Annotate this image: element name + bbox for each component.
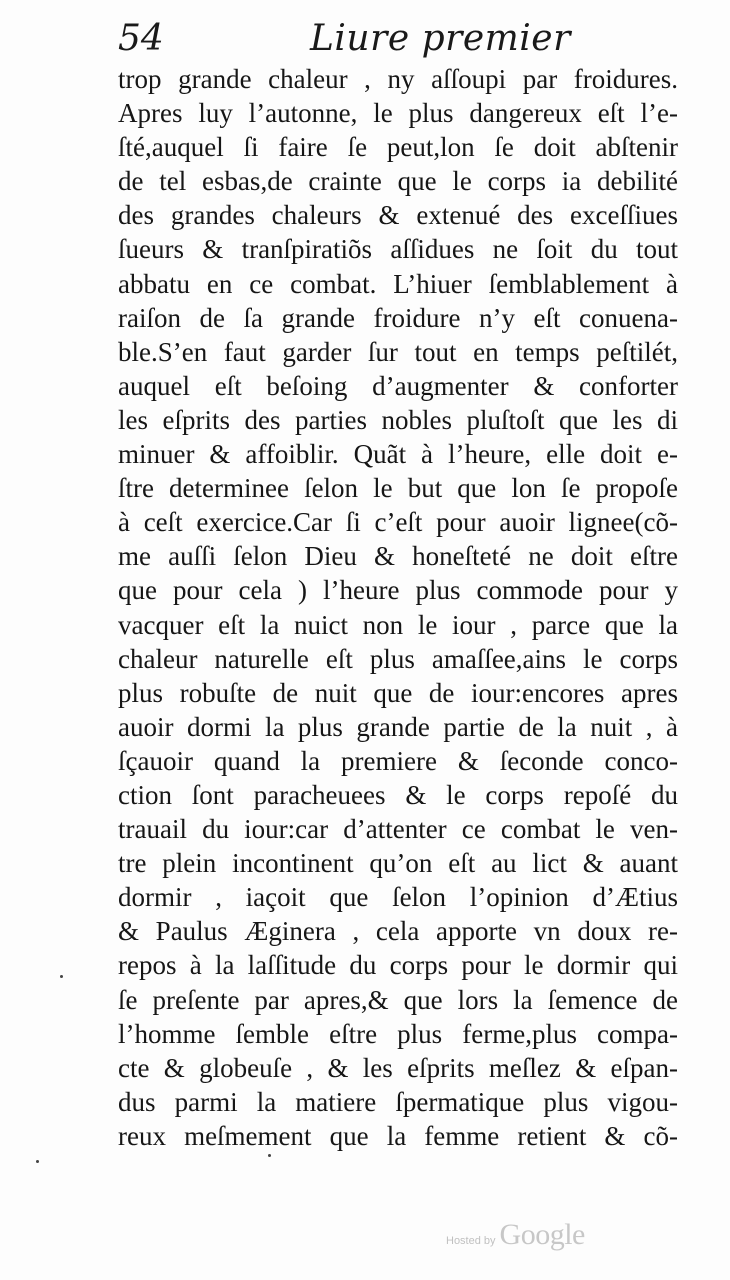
page-number: 54 <box>118 18 164 59</box>
text-line: dormir , iaçoit que ſelon l’opinion d’Ætius <box>118 882 678 913</box>
text-line: me auſſi ſelon Dieu & honeſteté ne doit eſtre <box>118 541 678 572</box>
google-logo: Google <box>499 1218 585 1251</box>
body-text <box>118 62 678 1153</box>
text-line: tre plein incontinent qu’on eſt au lict & auant <box>118 848 678 879</box>
text-line: raiſon de ſa grande froidure n’y eſt conuena- <box>118 302 678 333</box>
text-line: à ceſt exercice.Car ſi c’eſt pour auoir lignee(cõ- <box>118 507 678 538</box>
text-line: que pour cela ) l’heure plus commode pour y <box>118 575 678 606</box>
text-line: abbatu en ce combat. L’hiuer ſemblablement à <box>118 268 678 299</box>
text-line: les eſprits des parties nobles pluſtoſt que les di <box>118 404 678 435</box>
text-line: trauail du iour:car d’attenter ce combat le ven- <box>118 814 678 845</box>
text-line: vacquer eſt la nuict non le iour , parce que la <box>118 609 678 640</box>
watermark-prefix: Hosted by <box>446 1235 496 1247</box>
text-line: plus robuſte de nuit que de iour:encores apres <box>118 677 678 708</box>
text-line: ſueurs & tranſpiratiõs aſſidues ne ſoit du tout <box>118 234 678 265</box>
text-line: auquel eſt beſoing d’augmenter & conforter <box>118 370 678 401</box>
text-line: Apres luy l’autonne, le plus dangereux eſt l’e- <box>118 98 678 129</box>
text-line: trop grande chaleur , ny aſſoupi par froidures. <box>118 64 678 94</box>
text-line: dus parmi la matiere ſpermatique plus vigou- <box>118 1086 678 1117</box>
text-line: minuer & affoiblir. Quãt à l’heure, elle doit e- <box>118 439 678 470</box>
text-line: reux meſmement que la femme retient & cõ- <box>118 1120 678 1151</box>
text-line: ction ſont paracheuees & le corps repoſé du <box>118 779 678 810</box>
text-line: repos à la laſſitude du corps pour le dormir qui <box>118 950 678 981</box>
text-line: de tel esbas,de crainte que le corps ia debilité <box>118 166 678 197</box>
text-line: ſtre determinee ſelon le but que lon ſe propoſe <box>118 473 678 504</box>
ink-speck <box>60 975 63 978</box>
text-line: cte & globeuſe , & les eſprits meſlez & eſpan- <box>118 1052 678 1083</box>
text-line: & Paulus Æginera , cela apporte vn doux re- <box>118 916 678 947</box>
text-line: ſçauoir quand la premiere & ſeconde conco- <box>118 745 678 776</box>
ink-speck <box>268 1154 271 1157</box>
text-line: l’homme ſemble eſtre plus ferme,plus compa- <box>118 1018 678 1049</box>
text-line: ſté,auquel ſi faire ſe peut,lon ſe doit abſtenir <box>118 132 678 163</box>
text-line: auoir dormi la plus grande partie de la nuit , à <box>118 711 678 742</box>
text-line: des grandes chaleurs & extenué des exceſſiues <box>118 200 678 231</box>
ink-speck <box>36 1160 39 1163</box>
text-line: ble.S’en faut garder ſur tout en temps peſtilét, <box>118 336 678 367</box>
text-line: chaleur naturelle eſt plus amaſſee,ains le corps <box>118 643 678 674</box>
google-watermark <box>446 1218 585 1254</box>
text-line: ſe preſente par apres,& que lors la ſemence de <box>118 984 678 1015</box>
running-title: Liure premier <box>310 18 571 59</box>
